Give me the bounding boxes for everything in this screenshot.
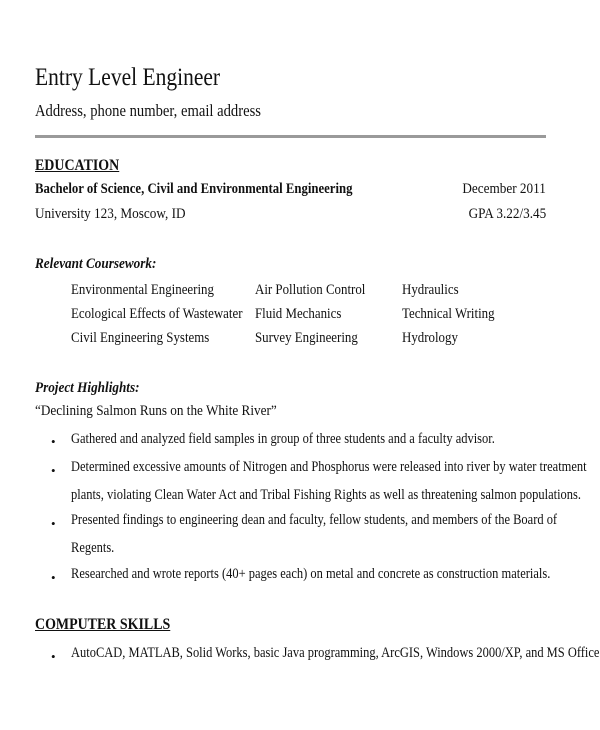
resume-title: Entry Level Engineer (35, 64, 221, 91)
bullet-icon: • (51, 463, 56, 478)
graduation-date: December 2011 (462, 181, 546, 197)
course-item: Civil Engineering Systems (71, 330, 210, 346)
course-item: Ecological Effects of Wastewater (71, 306, 243, 322)
project-bullet-text: Regents. (71, 540, 115, 556)
project-bullet-text: plants, violating Clean Water Act and Tribal Fishing Rights as well as threatening salmon populations. (71, 487, 581, 503)
skills-heading: COMPUTER SKILLS (35, 616, 171, 633)
bullet-icon: • (51, 516, 56, 531)
project-bullet-text: Gathered and analyzed field samples in group of three students and a faculty advisor. (71, 431, 495, 447)
coursework-heading: Relevant Coursework: (35, 256, 157, 272)
skills-list: AutoCAD, MATLAB, Solid Works, basic Java programming, ArcGIS, Windows 2000/XP, and MS Office (71, 645, 600, 661)
course-item: Survey Engineering (255, 330, 358, 346)
gpa-value: GPA 3.22/3.45 (468, 206, 546, 222)
education-heading: EDUCATION (35, 157, 120, 174)
bullet-icon: • (51, 570, 56, 585)
header-divider (35, 135, 546, 138)
project-bullet-text: Researched and wrote reports (40+ pages each) on metal and concrete as construction materials. (71, 566, 551, 582)
course-item: Environmental Engineering (71, 282, 214, 298)
course-item: Technical Writing (402, 306, 495, 322)
bullet-icon: • (51, 434, 56, 449)
project-bullet-text: Presented findings to engineering dean and faculty, fellow students, and members of the Board of (71, 512, 558, 528)
project-title: “Declining Salmon Runs on the White River” (35, 403, 277, 419)
contact-line: Address, phone number, email address (35, 101, 261, 120)
school-line: University 123, Moscow, ID (35, 206, 186, 222)
degree-line: Bachelor of Science, Civil and Environmental Engineering (35, 181, 353, 197)
bullet-icon: • (51, 649, 56, 664)
projects-heading: Project Highlights: (35, 380, 140, 396)
project-bullet-text: Determined excessive amounts of Nitrogen and Phosphorus were released into river by water treatment (71, 459, 587, 475)
course-item: Fluid Mechanics (255, 306, 342, 322)
course-item: Hydraulics (402, 282, 459, 298)
course-item: Hydrology (402, 330, 458, 346)
course-item: Air Pollution Control (255, 282, 366, 298)
